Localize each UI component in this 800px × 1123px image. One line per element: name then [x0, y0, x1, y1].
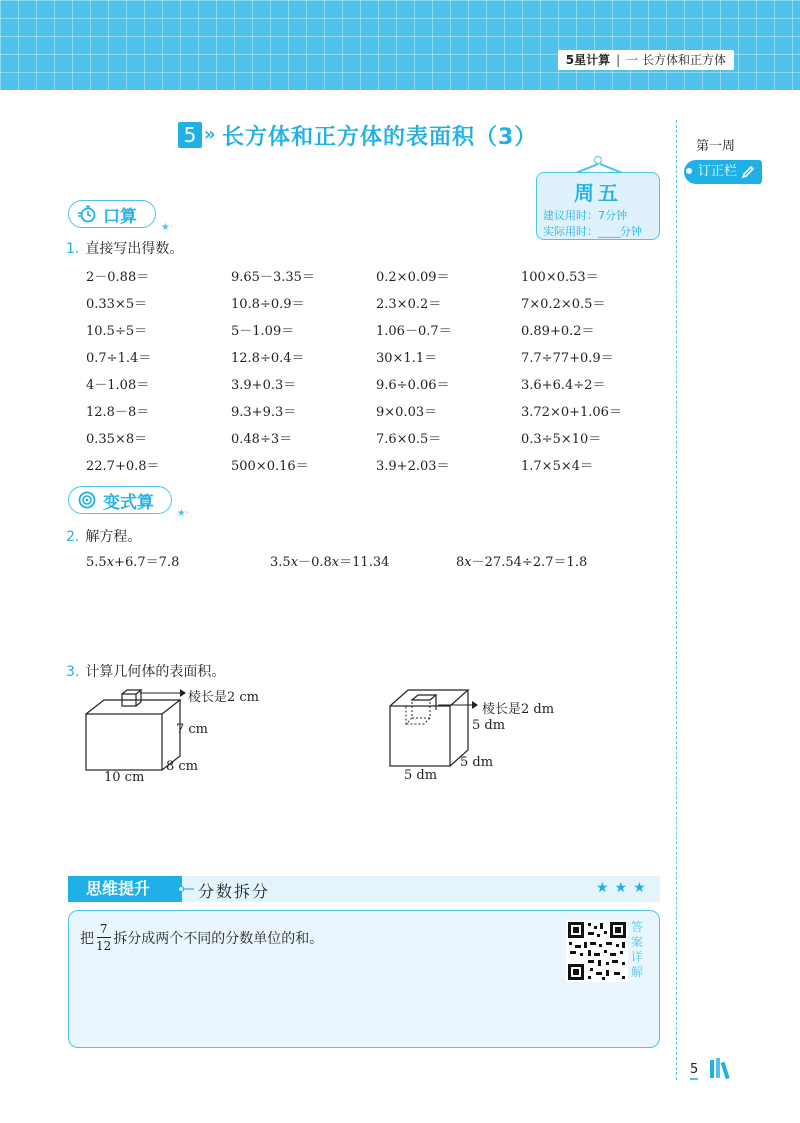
- page-number: 5: [690, 1062, 698, 1080]
- calc-row: [86, 343, 666, 370]
- question-2-number: 2.: [66, 529, 80, 545]
- calc-item: 4－1.08＝: [86, 378, 150, 393]
- calc-item: 12.8÷0.4＝: [231, 351, 305, 366]
- calc-item: 3.9+2.03＝: [376, 459, 450, 474]
- fraction-bar: [97, 937, 111, 938]
- question-2: [66, 526, 141, 546]
- calc-item: 7.6×0.5＝: [376, 432, 442, 447]
- shape1-width: 10 cm: [104, 770, 145, 785]
- calc-item: 100×0.53＝: [521, 270, 599, 285]
- calc-row: [86, 451, 666, 478]
- thinking-subtitle: 分数拆分: [198, 882, 271, 901]
- shape1-height: 7 cm: [176, 722, 209, 737]
- equation-3: 8x－27.54÷2.7＝1.8: [456, 555, 588, 570]
- calc-row: [86, 289, 666, 316]
- connector-icon: [178, 883, 194, 895]
- calc-item: 0.89+0.2＝: [521, 324, 595, 339]
- correction-dot: [686, 168, 692, 174]
- fraction: [96, 922, 111, 953]
- suggested-time: 建议用时：7分钟: [543, 209, 627, 222]
- equation-1: 5.5x+6.7＝7.8: [86, 555, 180, 570]
- header-separator: |: [616, 53, 621, 67]
- pencil-icon: [740, 164, 756, 180]
- chevron-right-icon: »: [204, 124, 216, 145]
- qr-code-icon[interactable]: [566, 920, 628, 982]
- calc-item: 10.8÷0.9＝: [231, 297, 305, 312]
- question-3-number: 3.: [66, 664, 80, 680]
- calc-item: 12.8－8＝: [86, 405, 150, 420]
- calc-item: 500×0.16＝: [231, 459, 309, 474]
- question-3-text: 计算几何体的表面积。: [85, 664, 226, 680]
- calc-item: 7.7÷77+0.9＝: [521, 351, 614, 366]
- page-title: 长方体和正方体的表面积（3）: [222, 125, 538, 150]
- equation-2: 3.5x－0.8x＝11.34: [270, 555, 390, 570]
- hanger-pin: [594, 156, 602, 164]
- series-label: 5星计算: [565, 53, 611, 67]
- calc-item: 9.6÷0.06＝: [376, 378, 450, 393]
- calc-item: 3.72×0+1.06＝: [521, 405, 622, 420]
- calc-item: 1.06－0.7＝: [376, 324, 452, 339]
- header-tag: [558, 50, 734, 70]
- calc-item: 0.48÷3＝: [231, 432, 293, 447]
- header-banner: [0, 0, 800, 90]
- margin-divider: [676, 120, 677, 1080]
- books-icon: [708, 1056, 738, 1080]
- calc-item: 0.33×5＝: [86, 297, 148, 312]
- day-name: 周五: [574, 181, 622, 205]
- calc-row: [86, 397, 666, 424]
- calc-item: 3.6+6.4÷2＝: [521, 378, 606, 393]
- calc-item: 10.5÷5＝: [86, 324, 148, 339]
- calc-item: 2.3×0.2＝: [376, 297, 442, 312]
- shape1-note: 棱长是2 cm: [188, 690, 260, 705]
- thinking-title: 思维提升: [68, 876, 182, 902]
- calc-item: 30×1.1＝: [376, 351, 438, 366]
- arrow-right-icon: [140, 688, 186, 698]
- unit-label: 一 长方体和正方体: [626, 53, 726, 67]
- calc-item: 1.7×5×4＝: [521, 459, 594, 474]
- calc-item: 9.3+9.3＝: [231, 405, 297, 420]
- difficulty-stars: ★★★: [596, 880, 652, 896]
- question-1: [66, 238, 183, 258]
- calc-item: 0.2×0.09＝: [376, 270, 450, 285]
- correction-label: 订正栏: [698, 164, 738, 179]
- calc-row: [86, 370, 666, 397]
- section-oral-title: 口算: [103, 206, 137, 227]
- question-1-text: 直接写出得数。: [85, 241, 184, 257]
- day-card: [536, 172, 660, 240]
- fraction-denominator: 12: [96, 939, 112, 953]
- stopwatch-icon: [77, 204, 97, 224]
- calc-item: 9×0.03＝: [376, 405, 438, 420]
- calc-item: 22.7+0.8＝: [86, 459, 160, 474]
- shape2-note: 棱长是2 dm: [482, 702, 555, 717]
- lesson-number: 5: [178, 122, 202, 148]
- shape2-width: 5 dm: [404, 768, 438, 783]
- thinking-prefix: 把: [80, 930, 94, 947]
- week-label: 第一周: [696, 139, 736, 154]
- answer-detail-label[interactable]: 答案详解: [630, 920, 643, 979]
- actual-time: 实际用时：____分钟: [543, 225, 642, 238]
- calc-grid: [86, 262, 666, 478]
- shape1-depth: 8 cm: [166, 759, 199, 774]
- shape2-height: 5 dm: [472, 718, 506, 733]
- section-variant-title: 变式算: [103, 492, 154, 513]
- section-oral: [68, 200, 173, 233]
- shape2-depth: 5 dm: [460, 755, 494, 770]
- calc-row: [86, 424, 666, 451]
- calc-item: 0.3÷5×10＝: [521, 432, 602, 447]
- question-1-number: 1.: [66, 241, 80, 257]
- correction-tab: [684, 160, 762, 184]
- arrow-right-icon: [438, 700, 478, 710]
- question-3: [66, 661, 225, 681]
- thinking-suffix: 拆分成两个不同的分数单位的和。: [113, 930, 324, 947]
- calc-item: 7×0.2×0.5＝: [521, 297, 606, 312]
- calc-item: 9.65－3.35＝: [231, 270, 315, 285]
- target-icon: [77, 490, 97, 510]
- star-icon: ★·: [160, 222, 173, 233]
- fraction-numerator: 7: [99, 922, 108, 936]
- calc-item: 2－0.88＝: [86, 270, 150, 285]
- calc-row: [86, 262, 666, 289]
- calc-row: [86, 316, 666, 343]
- section-variant: [68, 486, 189, 519]
- calc-item: 3.9+0.3＝: [231, 378, 297, 393]
- calc-item: 0.35×8＝: [86, 432, 148, 447]
- thinking-question: [80, 922, 323, 953]
- calc-item: 5－1.09＝: [231, 324, 295, 339]
- star-icon: ★·: [176, 508, 189, 519]
- calc-item: 0.7÷1.4＝: [86, 351, 152, 366]
- question-2-text: 解方程。: [85, 529, 142, 545]
